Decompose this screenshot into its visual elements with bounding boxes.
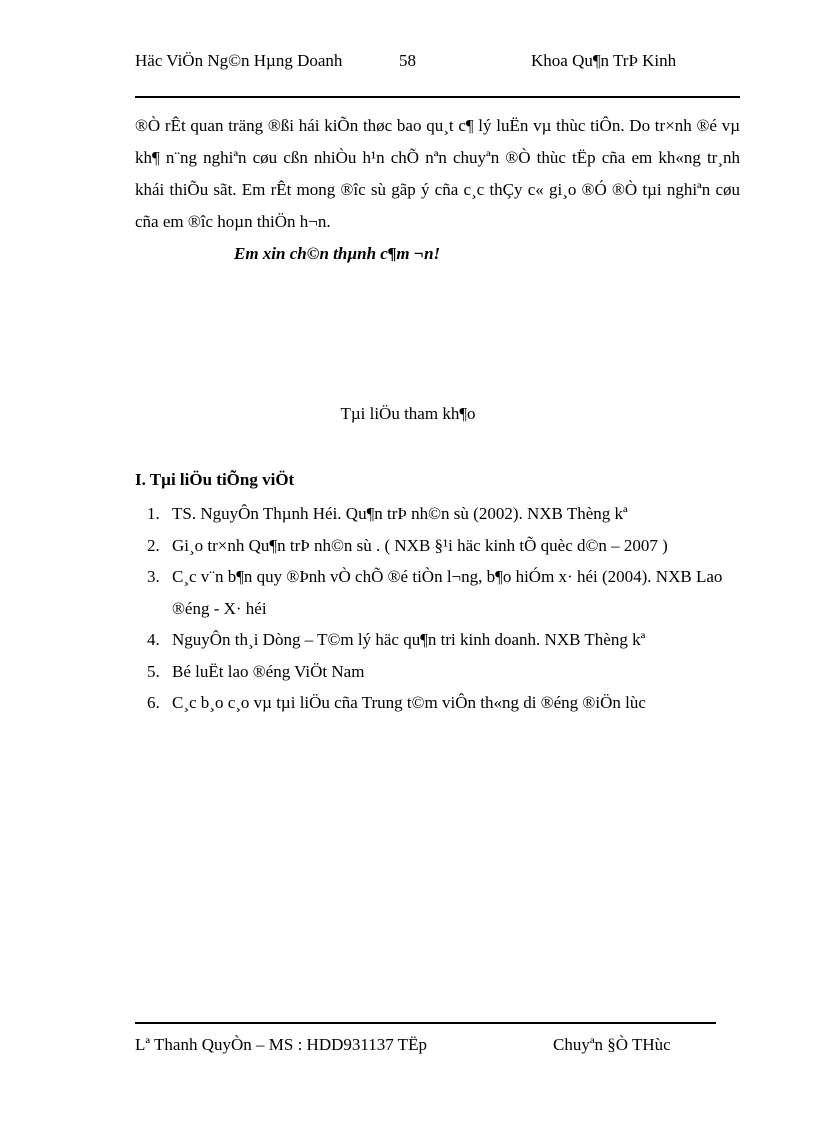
reference-item xyxy=(147,687,747,719)
footer-left: Lª Thanh QuyÒn – MS : HDD931137 TËp xyxy=(135,1035,427,1054)
reference-item xyxy=(147,561,747,624)
thanks-line: Em xin ch©n thµnh c¶m ¬n! xyxy=(234,244,441,263)
reference-number: 3. xyxy=(147,567,160,586)
reference-number: 4. xyxy=(147,630,160,649)
reference-item xyxy=(147,624,747,656)
reference-text: C¸c v¨n b¶n quy ®Þnh vÒ chÕ ®é tiÒn l¬ng, b¶o hiÓm x· héi (2004). NXB Lao ®éng - X· héi xyxy=(172,567,723,618)
references-section-heading: I. Tµi liÖu tiÕng viÖt xyxy=(135,470,295,489)
header-right: Khoa Qu¶n TrÞ Kinh xyxy=(531,51,677,70)
page-number: 58 xyxy=(399,51,416,70)
reference-item xyxy=(147,656,747,688)
reference-number: 5. xyxy=(147,661,160,681)
header-left: Häc ViÖn Ng©n Hµng Doanh xyxy=(135,51,343,70)
reference-text: TS. NguyÔn Thµnh Héi. Qu¶n trÞ nh©n sù (2002). NXB Thèng kª xyxy=(172,504,628,523)
reference-text: C¸c b¸o c¸o vµ tµi liÖu cña Trung t©m viÔn th«ng di ®éng ®iÖn lùc xyxy=(172,693,646,712)
reference-number: 1. xyxy=(147,504,160,523)
body-paragraph-block xyxy=(135,110,740,238)
reference-number: 6. xyxy=(147,693,160,712)
reference-item xyxy=(147,498,747,530)
reference-number: 2. xyxy=(147,535,160,555)
references-list xyxy=(147,498,747,719)
references-title: Tµi liÖu tham kh¶o xyxy=(340,404,476,423)
reference-item xyxy=(147,530,747,562)
reference-text: Bé luËt lao ®éng ViÖt Nam xyxy=(172,661,365,681)
body-paragraph: ®Ò rÊt quan träng ®ßi hái kiÕn thøc bao qu¸t c¶ lý luËn vµ thùc tiÔn. Do tr×nh ®é vµ kh¶ n¨ng nghiªn cøu cßn nhiÒu h¹n chÕ nªn chuyªn ®Ò thùc tËp cña em kh«ng tr¸nh khái thiÕu sãt. Em rÊt mong ®îc sù gãp ý cña c¸c thÇy c« gi¸o ®Ó ®Ò tµi nghiªn cøu cña em ®îc hoµn thiÖn h¬n. xyxy=(135,116,740,231)
reference-text: Gi¸o tr×nh Qu¶n trÞ nh©n sù . ( NXB §¹i häc kinh tÕ quèc d©n – 2007 ) xyxy=(172,535,668,555)
footer-right: Chuyªn §Ò THùc xyxy=(553,1035,671,1054)
footer-rule xyxy=(135,1022,716,1024)
reference-text: NguyÔn th¸i Dòng – T©m lý häc qu¶n tri kinh doanh. NXB Thèng kª xyxy=(172,630,646,649)
header-rule xyxy=(135,96,740,98)
